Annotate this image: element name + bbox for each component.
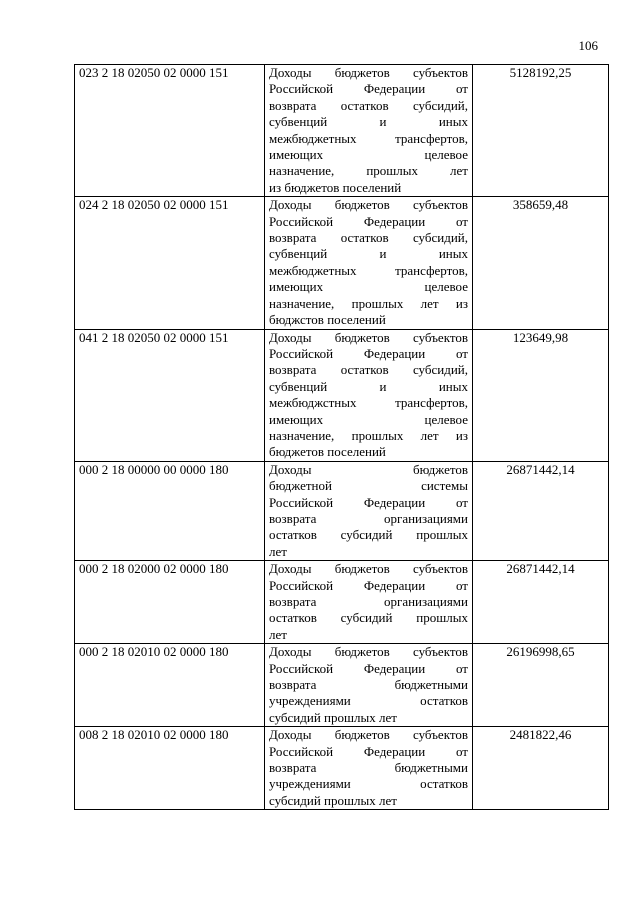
amount-cell: 2481822,46 [473,727,609,810]
description-line: субвенций и иных [269,378,468,394]
amount-cell: 5128192,25 [473,65,609,197]
description-line: возврата остатков субсидий, [269,230,468,246]
description-line: Российской Федерации от [269,577,468,593]
description-line: назначение, прошлых лет из [269,427,468,443]
description-line: бюджетов поселений [269,444,386,460]
table-row [75,329,609,461]
description-line: Доходы бюджетов субъектов [269,644,468,660]
table-row [75,644,609,727]
budget-code-cell: 000 2 18 02010 02 0000 180 [75,644,265,727]
revenue-description-cell [265,65,473,197]
description-line: межбюджстных трансфертов, [269,395,468,411]
description-line: Доходы бюджетов субъектов [269,329,468,345]
description-line: Доходы бюджетов субъектов [269,65,468,80]
table-row [75,727,609,810]
description-line: назначение, прошлых лет из [269,295,468,311]
description-line: имеющих целевое [269,147,468,163]
revenue-description-cell [265,329,473,461]
description-line: возврата бюджетными [269,677,468,693]
budget-revenue-table [74,64,609,810]
amount-cell: 26196998,65 [473,644,609,727]
revenue-description-cell [265,561,473,644]
description-line: субвенций и иных [269,246,468,262]
description-line: Российской Федерации от [269,213,468,229]
description-line: остатков субсидий прошлых [269,610,468,626]
description-line: учреждениями остатков [269,693,468,709]
description-line: Российской Федерации от [269,743,468,759]
budget-code-cell: 000 2 18 00000 00 0000 180 [75,461,265,560]
description-line: Российской Федерации от [269,81,468,97]
amount-cell: 26871442,14 [473,461,609,560]
amount-cell: 26871442,14 [473,561,609,644]
description-line: из бюджетов поселений [269,179,402,195]
table-row [75,65,609,197]
description-line: лет [269,543,287,559]
table-row [75,561,609,644]
page-number: 106 [578,38,598,53]
description-line: возврата организациями [269,594,468,609]
description-line: субсидий прошлых лет [269,792,397,808]
description-line: Доходы бюджетов субъектов [269,561,468,577]
description-line: Российской Федерации от [269,494,468,510]
revenue-description-cell [265,461,473,560]
description-line: бюджстов поселений [269,312,386,328]
table-row [75,461,609,560]
description-line: имеющих целевое [269,411,468,427]
table-body [75,65,609,810]
budget-code-cell: 023 2 18 02050 02 0000 151 [75,65,265,197]
description-line: лет [269,626,287,642]
budget-code-cell: 000 2 18 02000 02 0000 180 [75,561,265,644]
description-line: имеющих целевое [269,279,468,295]
description-line: учреждениями остатков [269,776,468,792]
description-line: Доходы бюджетов [269,461,468,477]
description-line: возврата бюджетными [269,760,468,776]
amount-cell: 123649,98 [473,329,609,461]
description-line: межбюджетных трансфертов, [269,262,468,278]
description-line: возврата остатков субсидий, [269,362,468,378]
description-line: возврата остатков субсидий, [269,97,468,113]
revenue-description-cell [265,197,473,329]
amount-cell: 358659,48 [473,197,609,329]
description-line: возврата организациями [269,510,468,526]
description-line: межбюджетных трансфертов, [269,130,468,146]
description-line: назначение, прошлых лет [269,163,468,179]
description-line: Российской Федерации от [269,345,468,361]
revenue-description-cell [265,644,473,727]
description-line: Российской Федерации от [269,660,468,676]
description-line: Доходы бюджетов субъектов [269,727,468,743]
description-line: остатков субсидий прошлых [269,527,468,543]
description-line: субвенций и иных [269,114,468,130]
budget-code-cell: 041 2 18 02050 02 0000 151 [75,329,265,461]
description-line: Доходы бюджетов субъектов [269,197,468,213]
revenue-description-cell [265,727,473,810]
description-line: субсидий прошлых лет [269,709,397,725]
table-row [75,197,609,329]
description-line: бюджетной системы [269,478,468,494]
budget-code-cell: 024 2 18 02050 02 0000 151 [75,197,265,329]
budget-code-cell: 008 2 18 02010 02 0000 180 [75,727,265,810]
